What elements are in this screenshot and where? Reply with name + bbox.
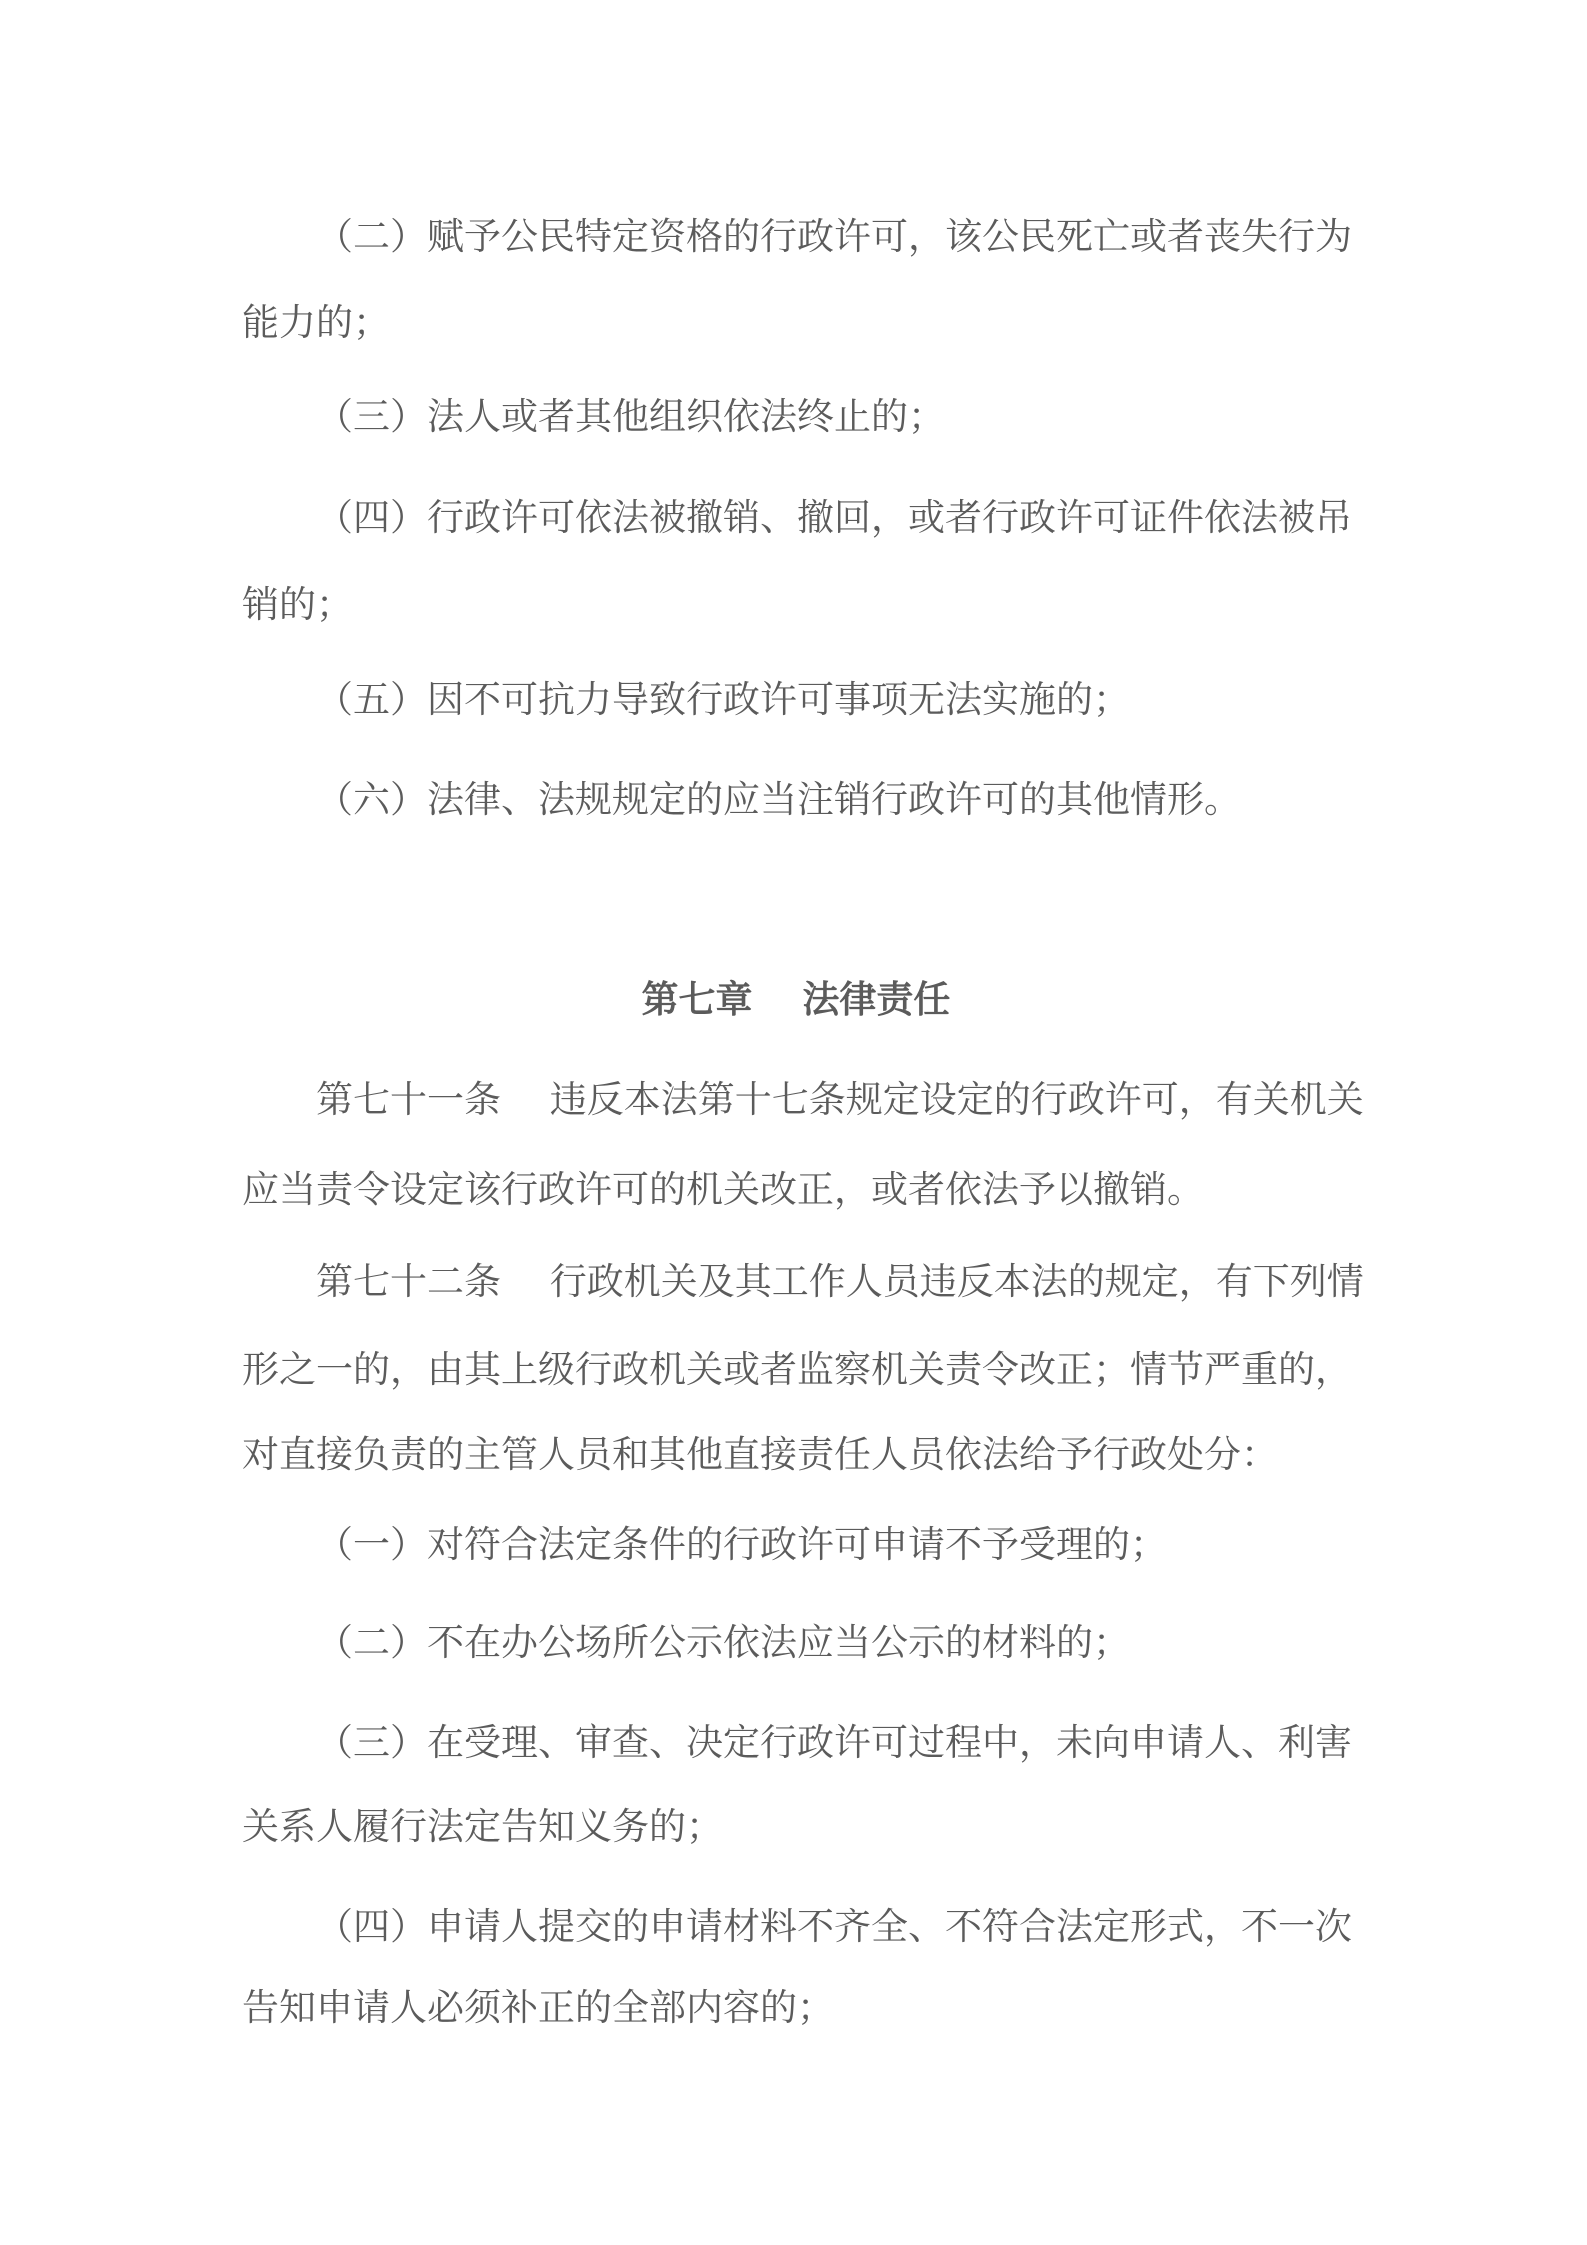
chapter-heading: 第七章 法律责任 [641, 978, 951, 1021]
article-72-item-4-line-1: （四）申请人提交的申请材料不齐全、不符合法定形式，不一次 [316, 1905, 1352, 1948]
article-72-item-4-line-2: 告知申请人必须补正的全部内容的； [242, 1986, 834, 2029]
article-72-line-1: 第七十二条 行政机关及其工作人员违反本法的规定，有下列情 [316, 1260, 1364, 1303]
article-71-line-2: 应当责令设定该行政许可的机关改正，或者依法予以撤销。 [242, 1168, 1204, 1211]
article-72-item-2: （二）不在办公场所公示依法应当公示的材料的； [316, 1621, 1130, 1664]
item-4-line-2: 销的； [242, 583, 353, 626]
article-72-line-2: 形之一的，由其上级行政机关或者监察机关责令改正；情节严重的， [242, 1348, 1352, 1391]
item-6-line-1: （六）法律、法规规定的应当注销行政许可的其他情形。 [316, 778, 1241, 821]
item-2-line-2: 能力的； [242, 301, 390, 344]
article-72-item-3-line-1: （三）在受理、审查、决定行政许可过程中，未向申请人、利害 [316, 1721, 1352, 1764]
article-72-item-1: （一）对符合法定条件的行政许可申请不予受理的； [316, 1523, 1167, 1566]
item-5-line-1: （五）因不可抗力导致行政许可事项无法实施的； [316, 678, 1130, 721]
item-4-line-1: （四）行政许可依法被撤销、撤回，或者行政许可证件依法被吊 [316, 496, 1352, 539]
article-72-item-3-line-2: 关系人履行法定告知义务的； [242, 1805, 723, 1848]
article-71-line-1: 第七十一条 违反本法第十七条规定设定的行政许可，有关机关 [316, 1078, 1364, 1121]
item-2-line-1: （二）赋予公民特定资格的行政许可，该公民死亡或者丧失行为 [316, 215, 1352, 258]
article-72-line-3: 对直接负责的主管人员和其他直接责任人员依法给予行政处分： [242, 1433, 1278, 1476]
item-3-line-1: （三）法人或者其他组织依法终止的； [316, 395, 945, 438]
